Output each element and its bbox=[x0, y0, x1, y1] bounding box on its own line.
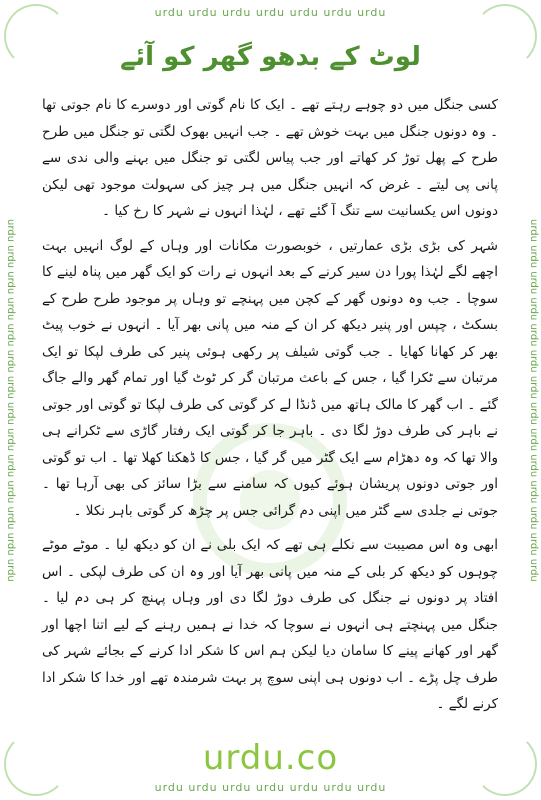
footer-brand-logo: urdu.co bbox=[202, 738, 339, 778]
border-bottom-text: urdu urdu urdu urdu urdu urdu urdu bbox=[154, 781, 387, 794]
border-right-text: urdu urdu urdu urdu urdu urdu urdu urdu urdu urdu urdu urdu urdu urdu bbox=[528, 218, 539, 582]
story-body bbox=[42, 92, 498, 726]
story-paragraph-1: کسی جنگل میں دو چوہے رہتے تھے ۔ ایک کا نام گوتی اور دوسرے کا نام جوتی تھا ۔ وہ دونوں جنگل میں بہت خوش تھے ۔ جب انہیں بھوک لگتی تو جنگل میں طرح طرح کے پھل توڑ کر کھاتے اور جب پیاس لگتی تو جنگل میں بہنے والی ندی سے پانی پی لیتے ۔ غرض کہ انہیں جنگل میں ہر چیز کی سہولت موجود تھی لیکن دونوں اس یکسانیت سے تنگ آ گئے تھے ، لہٰذا انہوں نے شہر کا رخ کیا ۔ bbox=[42, 97, 498, 219]
border-left-text: urdu urdu urdu urdu urdu urdu urdu urdu urdu urdu urdu urdu urdu urdu bbox=[5, 218, 16, 582]
story-paragraph-2: شہر کی بڑی بڑی عمارتیں ، خوبصورت مکانات اور وہاں کے لوگ انہیں بہت اچھے لگے لہٰذا پورا دن سیر کرنے کے بعد انہوں نے رات کو ایک گھر میں پناہ لینے کا سوچا ۔ جب وہ دونوں گھر کے کچن میں پہنچے تو وہاں پر موجود طرح طرح کے بسکٹ ، چپس اور پنیر دیکھ کر ان کے منہ میں پانی بھر آیا ۔ انہوں نے خوب پیٹ بھر کر کھانا کھایا ۔ جب گوتی شیلف پر رکھی ہوئی پنیر کی طرف لپکا تو ایک مرتبان سے ٹکرا گیا ، جس کے باعث مرتبان گر کر ٹوٹ گیا اور تمام گھر والے جاگ گئے ۔ اب گھر کا مالک ہاتھ میں ڈنڈا لے کر گوتی کی طرف لپکا تو گوتی اور جوتی نے باہر کی طرف دوڑ لگا دی ۔ باہر جا کر گوتی ایک رفتار گاڑی سے ٹکرانے ہی والا تھا کہ وہ دھڑام سے ایک گٹر میں گر گیا ، جس کا ڈھکنا کھلا تھا ۔ اب تو گوتی اور جوتی دونوں پریشان ہوئے کیوں کہ سامنے سے بڑا سائز کی بھی آرہا تھا ۔ جوتی نے جلدی سے گٹر میں اپنی دم گرائی جس پر چڑھ کر گوتی باہر نکلا ۔ bbox=[42, 237, 498, 519]
story-title: لوٹ کے بدھو گھر کو آئے bbox=[120, 42, 421, 72]
border-top-text: urdu urdu urdu urdu urdu urdu urdu bbox=[154, 6, 387, 19]
story-paragraph-3: ابھی وہ اس مصیبت سے نکلے ہی تھے کہ ایک بلی نے ان کو دیکھ لیا ۔ موٹے موٹے چوہوں کو دیکھ کر بلی کے منہ میں پانی بھر آیا اور وہ ان کی طرف لپکی ۔ اس افتاد پر دونوں نے جنگل کی طرف دوڑ لگا دی اور وہاں پہنچ کر ہی دم لیا ۔ جنگل میں پہنچتے ہی انہوں نے سوچا کہ خدا نے ہمیں رہنے کے لیے اتنا اچھا اور گھر اور کھانے پینے کا سامان دیا لیکن ہم اس کا شکر ادا کرنے کے بجائے شہر کی طرف چل پڑے ۔ اب دونوں ہی اپنی سوچ پر بہت شرمندہ تھے اور خدا کا شکر ادا کرنے لگے ۔ bbox=[42, 537, 498, 712]
